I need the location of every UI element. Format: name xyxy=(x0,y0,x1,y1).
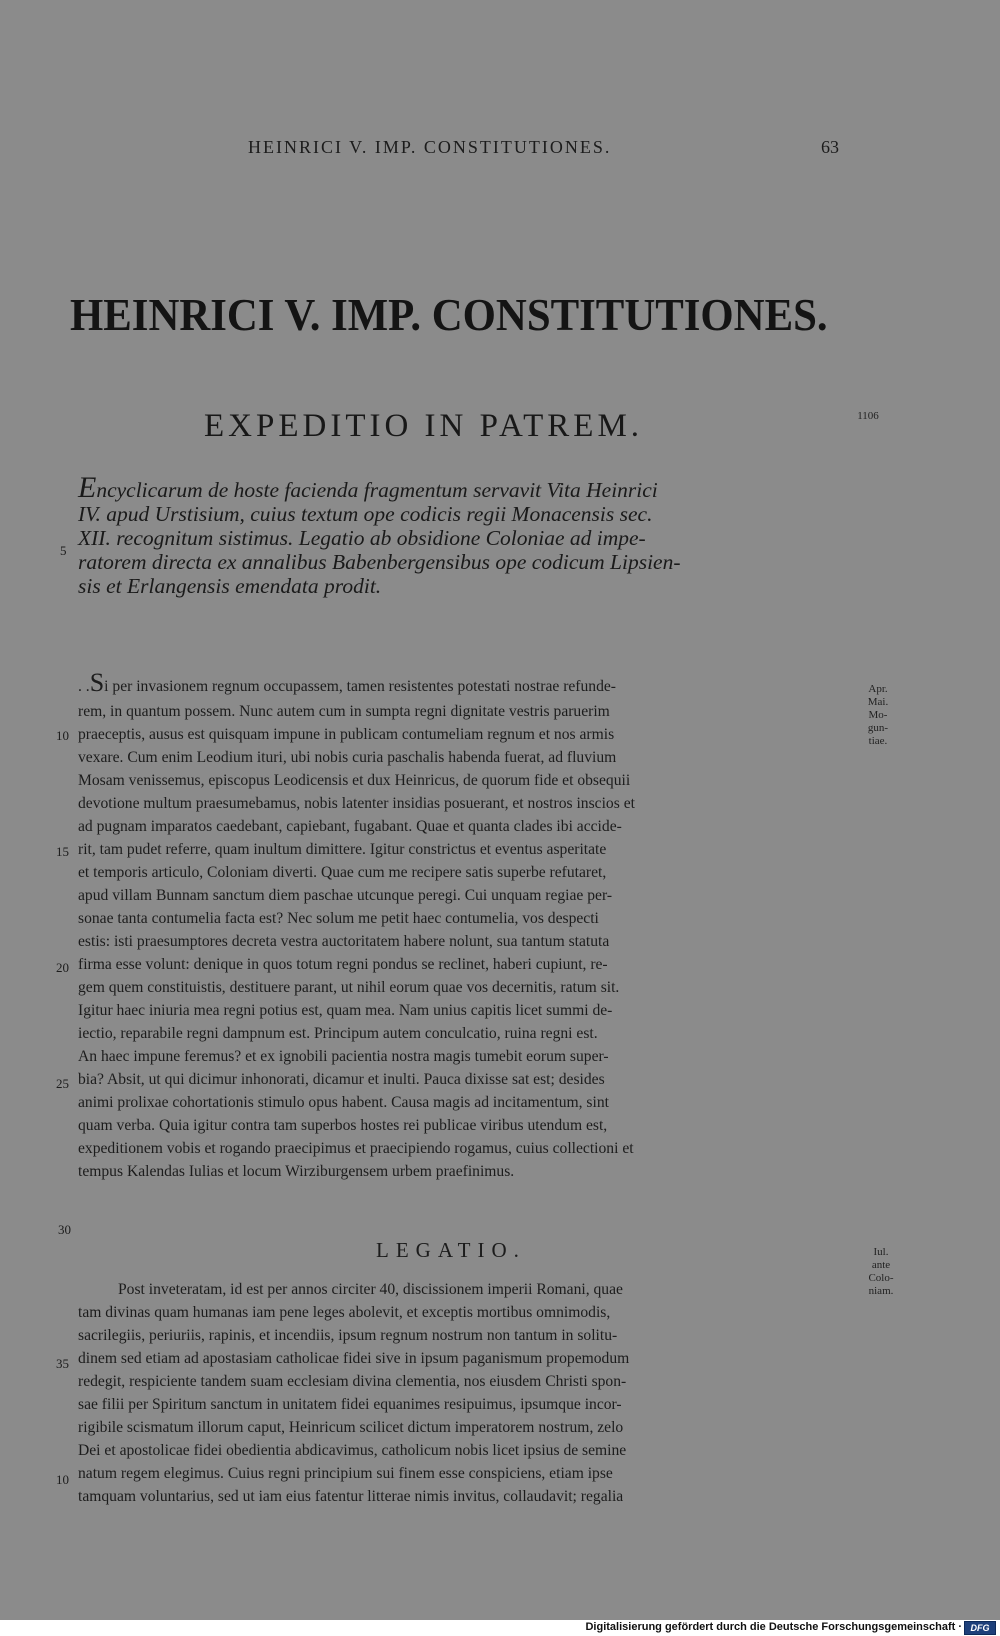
text-line: rit, tam pudet referre, quam inultum dimittere. Igitur constrictus et eventus asperitate xyxy=(78,841,607,858)
text-line: estis: isti praesumptores decreta vestra auctoritatem habere nolunt, sua tantum statuta xyxy=(78,933,610,950)
text-line: praeceptis, ausus est quisquam impune in publicam contumeliam regnum et nos armis xyxy=(78,726,615,743)
text-line xyxy=(78,668,616,698)
text-line: dinem sed etiam ad apostasiam catholicae fidei sive in ipsum paganismum propemodum xyxy=(78,1350,630,1367)
text-line: devotione multum praesumebamus, nobis latenter insidias posuerant, et nostros inscios et xyxy=(78,795,635,812)
text-line: iectio, reparabile regni dampnum est. Principum autem conculcatio, ruina regni est. xyxy=(78,1025,598,1042)
line-number: 5 xyxy=(60,543,67,558)
margin-year: 1106 xyxy=(857,410,879,422)
line-number: 30 xyxy=(58,1222,71,1237)
text-line: Igitur haec iniuria mea regni potius est, quam mea. Nam unius capitis licet summi de- xyxy=(78,1002,613,1019)
text-line: sacrilegiis, periuriis, rapinis, et incendiis, ipsum regnum nostrum non tantum in solitu- xyxy=(78,1327,618,1344)
text-line: ad pugnam imparatos caedebant, capiebant, fugabant. Quae et quanta clades ibi accide- xyxy=(78,818,622,835)
page-title: HEINRICI V. IMP. CONSTITUTIONES. xyxy=(70,289,828,340)
page-number: 63 xyxy=(821,137,839,157)
text-line: tempus Kalendas Iulias et locum Wirziburgensem urbem praefinimus. xyxy=(78,1163,515,1180)
ellipsis-prefix: . . xyxy=(78,678,90,695)
intro-line: XII. recognitum sistimus. Legatio ab obsidione Coloniae ad impe- xyxy=(78,526,646,550)
text-line: expeditionem vobis et rogando praecipimus et praecipiendo rogamus, cuius collectioni et xyxy=(78,1140,634,1157)
text-line: sae filii per Spiritum sanctum in unitatem fidei equanimes resipuimus, ipsumque incor- xyxy=(78,1396,622,1413)
text-line: rem, in quantum possem. Nunc autem cum in sumpta regni dignitate vestris paruerim xyxy=(78,703,610,720)
text-line: tam divinas quam humanas iam pene leges abolevit, et exceptis mortibus omnimodis, xyxy=(78,1304,611,1321)
text-line: apud villam Bunnam sanctum diem paschae utcunque peregi. Cui unquam regiae per- xyxy=(78,887,613,904)
footer-bar xyxy=(0,1620,1000,1636)
text-line: vexare. Cum enim Leodium ituri, ubi nobis curia paschalis habenda fuerat, ad fluvium xyxy=(78,749,617,766)
intro-line xyxy=(78,471,858,504)
text-line: Mosam venissemus, episcopus Leodicensis et dux Heinricus, de quorum fide et obsequii xyxy=(78,772,631,789)
running-header: HEINRICI V. IMP. CONSTITUTIONES. xyxy=(248,137,612,157)
text-line: bia? Absit, ut qui dicimur inhonorati, dicamur et inulti. Pauca dixisse sat est; desides xyxy=(78,1071,605,1088)
text-line: sonae tanta contumelia facta est? Nec solum me petit haec contumelia, vos despecti xyxy=(78,910,599,927)
editorial-introduction xyxy=(78,471,858,598)
intro-initial: E xyxy=(78,471,97,504)
line-number: 20 xyxy=(56,960,69,975)
margin-note-date-place: Iul. ante Colo- niam. xyxy=(868,1246,894,1297)
text-line: Dei et apostolicae fidei obedientia abdicavimus, catholicum nobis licet ipsius de semine xyxy=(78,1442,627,1459)
intro-line: IV. apud Urstisium, cuius textum ope codicis regii Monacensis sec. xyxy=(78,502,653,526)
section-title-legatio: LEGATIO. xyxy=(376,1238,526,1262)
text-line: natum regem elegimus. Cuius regni principium sui finem esse conspiciens, etiam ipse xyxy=(78,1465,613,1482)
initial-letter: S xyxy=(89,668,105,697)
text-line-content: i per invasionem regnum occupassem, tamen resistentes potestati nostrae refunde- xyxy=(104,678,617,695)
line-number: 10 xyxy=(56,728,69,743)
line-number: 35 xyxy=(56,1356,69,1371)
intro-line: ratorem directa ex annalibus Babenbergensibus ope codicum Lipsien- xyxy=(78,550,681,574)
line-number: 25 xyxy=(56,1076,69,1091)
text-line: quam verba. Quia igitur contra tam superbos hostes rei publicae viribus utendum est, xyxy=(78,1117,608,1134)
text-line: An haec impune feremus? et ex ignobili pacientia nostra magis tumebit eorum super- xyxy=(78,1048,609,1065)
text-line: rigibile scismatum illorum caput, Heinricum scilicet dictum imperatorem nostrum, zelo xyxy=(78,1419,624,1436)
text-line: gem quem constituistis, destituere parant, ut nihil eorum quae vos decernitis, ratum sit. xyxy=(78,979,620,996)
intro-line: sis et Erlangensis emendata prodit. xyxy=(78,574,382,598)
text-line: et temporis articulo, Coloniam diverti. Quae cum me recipere satis superbe refutaret, xyxy=(78,864,607,881)
line-number: 15 xyxy=(56,844,69,859)
intro-line-text: ncyclicarum de hoste facienda fragmentum servavit Vita Heinrici xyxy=(96,478,658,502)
text-line: firma esse volunt: denique in quos totum regni pondus se reclinet, haberi cupiunt, re- xyxy=(78,956,608,973)
text-line: redegit, respiciente tandem suam ecclesiam divina clementia, nos eiusdem Christi spon- xyxy=(78,1373,627,1390)
text-line: Post inveteratam, id est per annos circiter 40, discissionem imperii Romani, quae xyxy=(118,1281,623,1298)
line-number: 10 xyxy=(56,1472,69,1487)
text-line: tamquam voluntarius, sed ut iam eius fatentur litterae nimis invitus, collaudavit; regalia xyxy=(78,1488,624,1505)
margin-note-date-place: Apr. Mai. Mo- gun- tiae. xyxy=(867,683,889,747)
footer-credit: Digitalisierung gefördert durch die Deutsche Forschungsgemeinschaft · xyxy=(585,1621,962,1633)
dfg-logo: DFG xyxy=(964,1621,996,1635)
section-title-expeditio: EXPEDITIO IN PATREM. xyxy=(204,408,644,444)
text-line: animi prolixae cohortationis stimulo opus habent. Causa magis ad incitamentum, sint xyxy=(78,1094,609,1111)
